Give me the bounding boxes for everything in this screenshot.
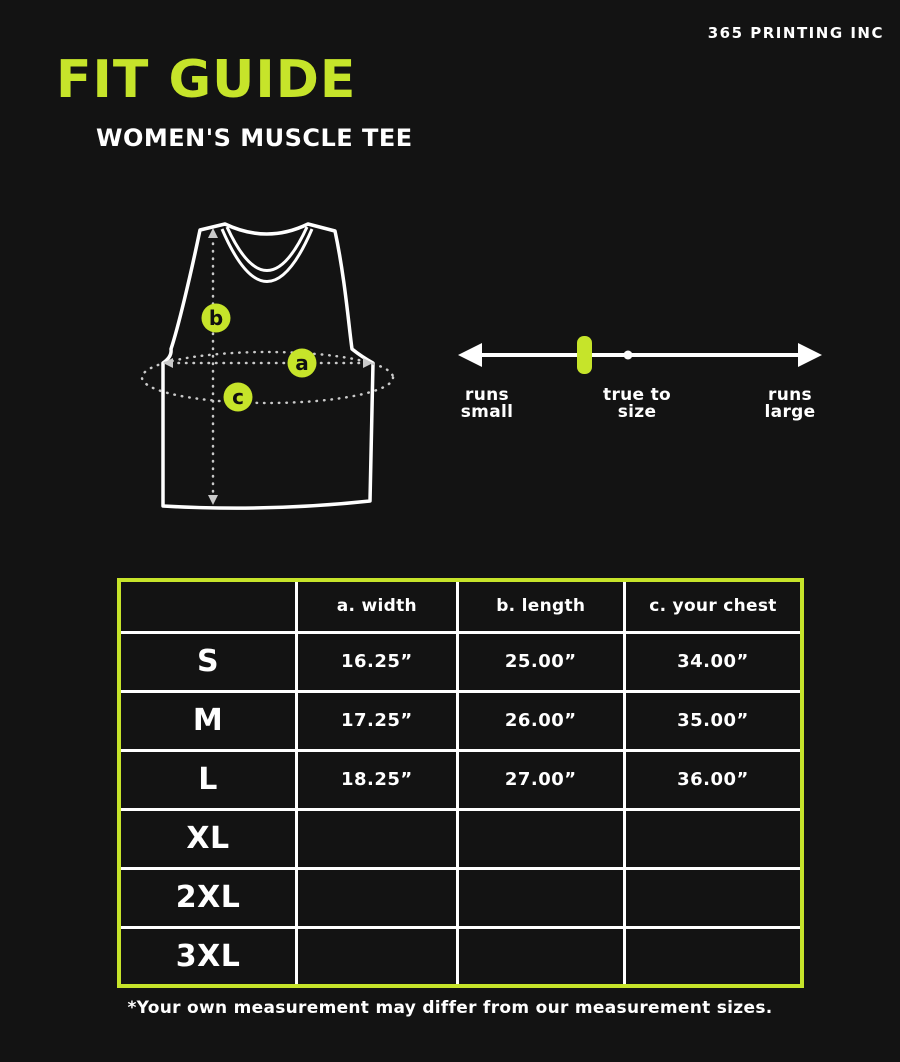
width-value: 17.25” xyxy=(297,691,458,750)
fit-scale-handle xyxy=(577,336,592,374)
length-value: 27.00” xyxy=(457,750,624,809)
measurement-disclaimer: *Your own measurement may differ from our measurement sizes. xyxy=(127,998,773,1018)
brand-name: 365 PRINTING INC xyxy=(707,24,884,42)
length-arrow-down-icon xyxy=(208,495,218,505)
header-width: a. width xyxy=(297,580,458,632)
chest-value xyxy=(624,809,802,868)
chest-dotted-ellipse xyxy=(142,352,393,403)
product-subtitle: WOMEN'S MUSCLE TEE xyxy=(96,124,413,152)
table-row xyxy=(119,868,802,927)
marker-b-badge xyxy=(202,304,231,333)
page-title: FIT GUIDE xyxy=(56,50,357,110)
size-label: M xyxy=(119,691,297,750)
header-chest: c. your chest xyxy=(624,580,802,632)
garment-diagram xyxy=(140,213,410,518)
size-label: 2XL xyxy=(119,868,297,927)
width-value xyxy=(297,927,458,986)
fit-scale-track xyxy=(450,330,830,380)
width-value: 18.25” xyxy=(297,750,458,809)
chest-value xyxy=(624,868,802,927)
scale-arrow-left-icon xyxy=(458,343,482,367)
true-to-size-tick xyxy=(624,351,633,360)
marker-c-label: c xyxy=(232,385,244,409)
scale-label-runs-large: runs large xyxy=(764,385,816,422)
marker-a-badge xyxy=(288,349,317,378)
marker-a-label: a xyxy=(295,351,309,375)
length-value: 26.00” xyxy=(457,691,624,750)
width-value xyxy=(297,868,458,927)
size-label: L xyxy=(119,750,297,809)
chest-value: 34.00” xyxy=(624,632,802,691)
scale-arrow-right-icon xyxy=(798,343,822,367)
chest-value: 35.00” xyxy=(624,691,802,750)
width-value xyxy=(297,809,458,868)
length-value xyxy=(457,868,624,927)
header-length: b. length xyxy=(457,580,624,632)
header-size xyxy=(119,580,297,632)
marker-b-label: b xyxy=(208,306,224,330)
size-label: 3XL xyxy=(119,927,297,986)
size-label: S xyxy=(119,632,297,691)
table-row xyxy=(119,809,802,868)
scale-label-true-to-size: true to size xyxy=(603,385,671,422)
length-value xyxy=(457,927,624,986)
scale-label-runs-small: runs small xyxy=(460,385,514,422)
muscle-tee-illustration xyxy=(140,213,410,518)
size-label: XL xyxy=(119,809,297,868)
width-value: 16.25” xyxy=(297,632,458,691)
fit-scale xyxy=(450,330,830,430)
length-value: 25.00” xyxy=(457,632,624,691)
length-value xyxy=(457,809,624,868)
tee-outline-shape xyxy=(163,224,373,508)
table-row xyxy=(119,691,802,750)
collar-outer-arc xyxy=(222,229,312,282)
chest-value xyxy=(624,927,802,986)
table-row xyxy=(119,927,802,986)
chest-value: 36.00” xyxy=(624,750,802,809)
marker-c-badge xyxy=(224,383,253,412)
size-chart-table xyxy=(117,578,804,988)
table-row xyxy=(119,632,802,691)
table-header-row xyxy=(119,580,802,632)
table-row xyxy=(119,750,802,809)
